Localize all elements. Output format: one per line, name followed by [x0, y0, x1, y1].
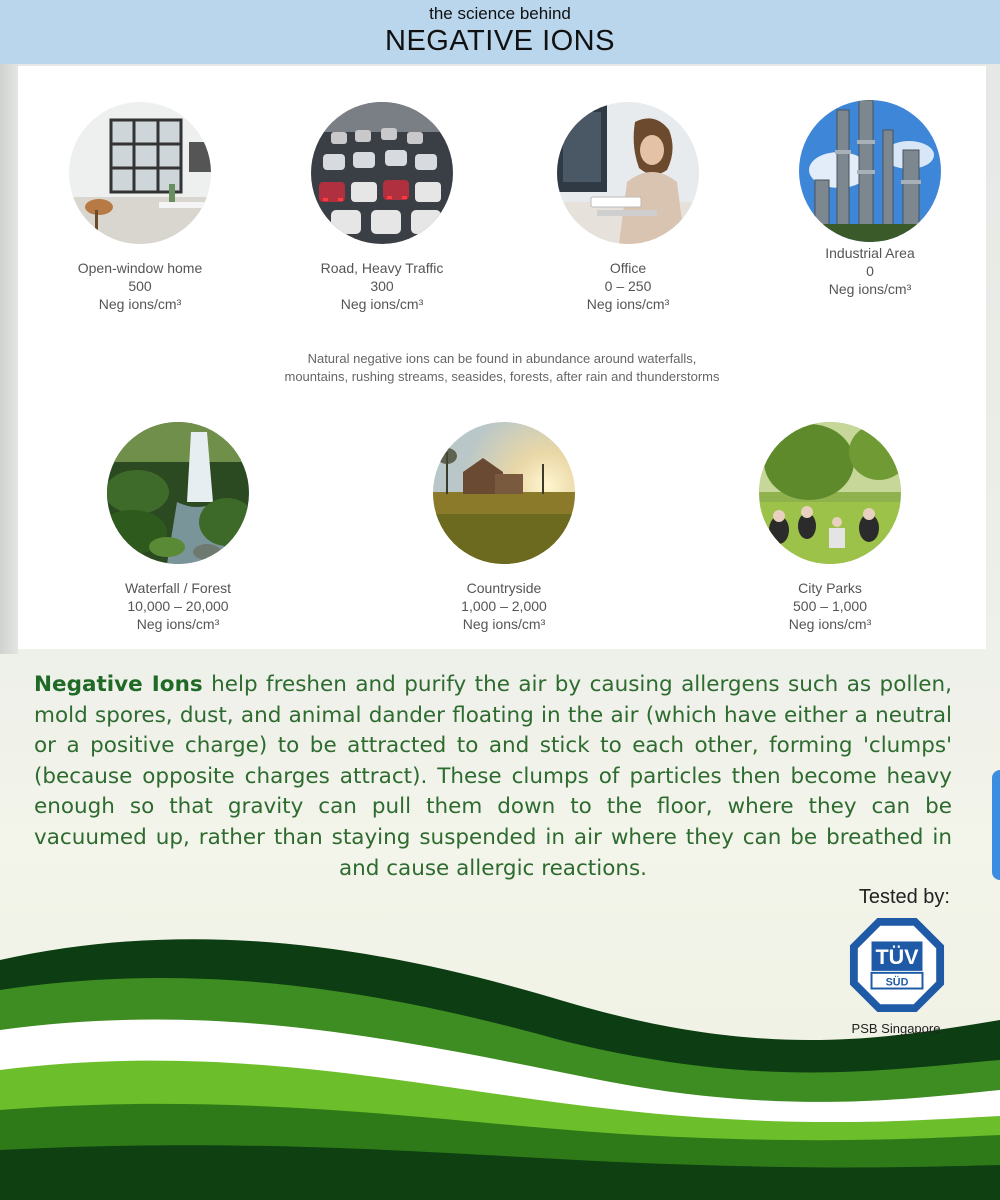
- left-edge-shade: [0, 64, 18, 654]
- spot-name: Waterfall / Forest: [124, 580, 232, 596]
- spot-unit: Neg ions/cm³: [828, 281, 912, 297]
- spot-unit: Neg ions/cm³: [136, 616, 220, 632]
- spot-value: 300: [370, 278, 394, 294]
- heavy-traffic-photo: [311, 102, 453, 244]
- ion-levels-panel: [18, 66, 986, 649]
- note-line-1: Natural negative ions can be found in abundance around waterfalls,: [307, 351, 697, 366]
- spot-value: 0 – 250: [604, 278, 652, 294]
- scroll-indicator: [992, 770, 1000, 880]
- logo-text-bottom: SÜD: [885, 976, 909, 989]
- header-kicker: the science behind: [429, 4, 571, 23]
- spot-waterfall-forest: [58, 422, 298, 633]
- city-parks-photo: [759, 422, 901, 564]
- spot-unit: Neg ions/cm³: [586, 296, 670, 312]
- spot-industrial-area: [750, 100, 990, 298]
- tested-by-label: Tested by:: [858, 886, 950, 908]
- spot-value: 0: [866, 263, 874, 279]
- office-photo: [557, 102, 699, 244]
- spot-name: Open-window home: [77, 260, 203, 276]
- tuv-sud-logo-icon: [848, 916, 946, 1014]
- spot-name: Office: [609, 260, 647, 276]
- negative-ions-explanation: [34, 670, 952, 884]
- spot-name: Road, Heavy Traffic: [320, 260, 444, 276]
- spot-value: 500 – 1,000: [793, 598, 867, 614]
- countryside-photo: [433, 422, 575, 564]
- header-banner: [0, 0, 1000, 64]
- spot-value: 10,000 – 20,000: [127, 598, 229, 614]
- body-text: help freshen and purify the air by causing allergens such as pollen, mold spores, dust, and animal dander floating in the air (which have either a neutral or a positive charge) to be attracted to and stick to each other, forming 'clumps' (because opposite charges attract). These clumps of particles then become heavy enough so that gravity can pull them down to the floor, where they can be vacuumed up, rather than staying suspended in air where they can be breathed in and cause allergic reactions.: [34, 672, 952, 881]
- spot-value: 1,000 – 2,000: [461, 598, 547, 614]
- body-lead: Negative Ions: [34, 672, 203, 697]
- industrial-area-photo: [799, 100, 941, 242]
- spot-name: Industrial Area: [825, 245, 915, 261]
- natural-ions-note: [18, 350, 986, 386]
- waterfall-forest-photo: [107, 422, 249, 564]
- spot-heavy-traffic: [262, 102, 502, 313]
- spot-unit: Neg ions/cm³: [98, 296, 182, 312]
- spot-value: 500: [128, 278, 152, 294]
- spot-countryside: [384, 422, 624, 633]
- certifier-name: PSB Singapore: [851, 1021, 941, 1036]
- spot-name: Countryside: [466, 580, 542, 596]
- spot-office: [508, 102, 748, 313]
- spot-unit: Neg ions/cm³: [340, 296, 424, 312]
- spot-unit: Neg ions/cm³: [788, 616, 872, 632]
- spot-unit: Neg ions/cm³: [462, 616, 546, 632]
- spot-open-window-home: [20, 102, 260, 313]
- open-window-home-photo: [69, 102, 211, 244]
- logo-text-top: TÜV: [875, 944, 919, 970]
- note-line-2: mountains, rushing streams, seasides, forests, after rain and thunderstorms: [284, 369, 720, 384]
- spot-city-parks: [710, 422, 950, 633]
- spot-name: City Parks: [798, 580, 862, 596]
- page-title: NEGATIVE IONS: [385, 25, 615, 57]
